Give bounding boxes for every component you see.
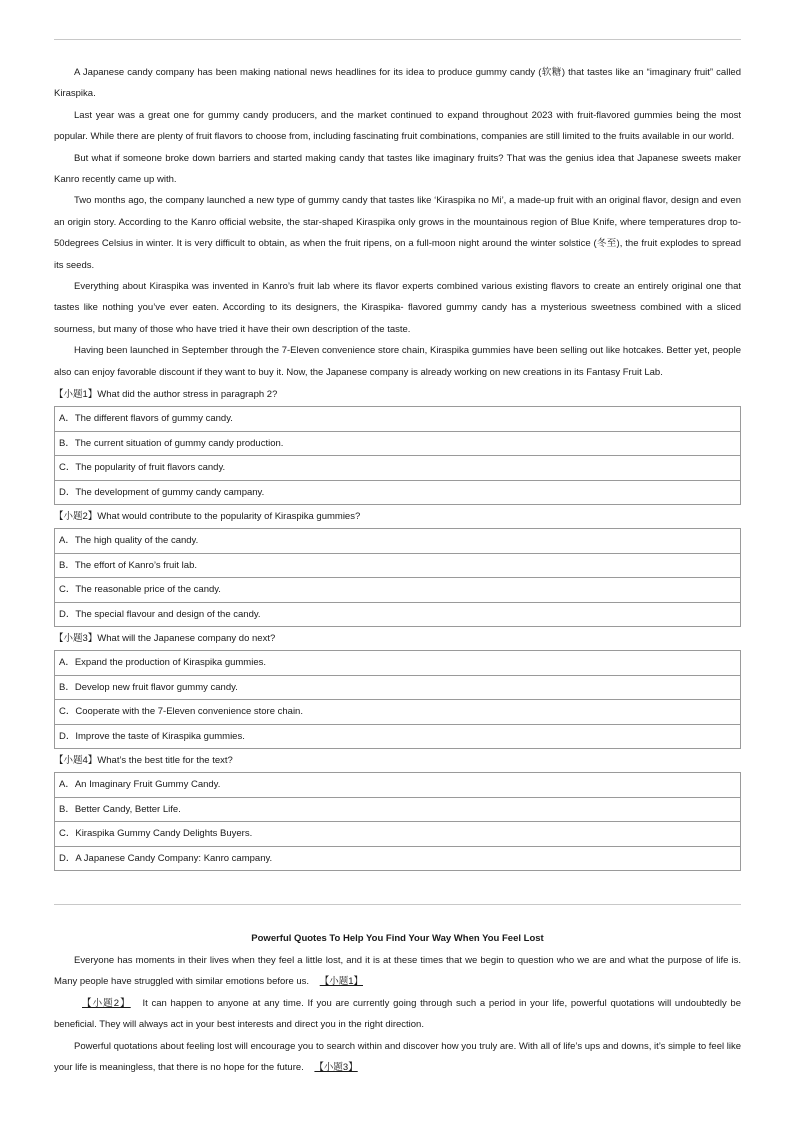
- blank-2[interactable]: 【小题2】: [82, 997, 131, 1009]
- passage-2: [54, 928, 741, 1078]
- paragraph-4: Two months ago, the company launched a new type of gummy candy that tastes like ‘Kiraspika no Mi’, a made-up fruit with an original flavor, design and even an origin story. According to the Kanro official website, the star-shaped Kiraspika only grows in the mountainous region of Blue Knife, where temperatures drop to-50degrees Celsius in winter. It is very difficult to obtain, as when the fruit ripens, on a full-moon night around the winter solstice (冬至), the fruit explodes to spread its seeds.: [54, 195, 741, 271]
- paragraph-3: But what if someone broke down barriers and started making candy that tastes like imaginary fruits? That was the genius idea that Japanese sweets maker Kanro recently came up with.: [54, 152, 741, 186]
- question-2-options: [54, 528, 741, 627]
- blank-1[interactable]: 【小题1】: [319, 976, 363, 988]
- paragraph-text: Everyone has moments in their lives when they feel a little lost, and it is at these times that we begin to question who we are and what the purpose of life is. Many people have struggled with similar emotions before us.: [54, 955, 741, 988]
- option-4a[interactable]: A．An Imaginary Fruit Gummy Candy.: [55, 773, 740, 798]
- section-divider: [54, 904, 741, 905]
- question-4-options: [54, 772, 741, 871]
- paragraph-2: Last year was a great one for gummy candy producers, and the market continued to expand throughout 2023 with fruit-flavored gummies being the most popular. While there are plenty of fruit flavors to choose from, including fascinating fruit combinations, companies are still limited to the fruits available in our world.: [54, 109, 741, 143]
- passage-2-paragraph-1: [54, 950, 741, 993]
- option-4d[interactable]: D．A Japanese Candy Company: Kanro campany.: [59, 852, 273, 864]
- option-4b[interactable]: B．Better Candy, Better Life.: [55, 798, 740, 823]
- question-2-stem: 【小题2】What would contribute to the popularity of Kiraspika gummies?: [54, 511, 361, 523]
- option-1b[interactable]: B．The current situation of gummy candy production.: [55, 432, 740, 457]
- passage-2-paragraph-3: [54, 1036, 741, 1079]
- option-2c[interactable]: C．The reasonable price of the candy.: [55, 578, 740, 603]
- option-3d[interactable]: D．Improve the taste of Kiraspika gummies.: [59, 730, 245, 742]
- question-1-options: [54, 406, 741, 505]
- option-3c[interactable]: C．Cooperate with the 7-Eleven convenience store chain.: [55, 700, 740, 725]
- blank-3[interactable]: 【小题3】: [314, 1062, 358, 1074]
- paragraph-1: A Japanese candy company has been making national news headlines for its idea to produce gummy candy (软糖) that tastes like an “imaginary fruit” called Kiraspika.: [54, 67, 741, 100]
- paragraph-text: It can happen to anyone at any time. If you are currently going through such a period in your life, powerful quotations will undoubtedly be beneficial. They will always act in your best interests and direct you in the right direction.: [54, 997, 741, 1031]
- top-divider: [54, 39, 741, 40]
- passage-2-paragraph-2: [54, 993, 741, 1036]
- option-2a[interactable]: A．The high quality of the candy.: [55, 529, 740, 554]
- question-4-stem: 【小题4】What’s the best title for the text?: [54, 755, 233, 767]
- option-3b[interactable]: B．Develop new fruit flavor gummy candy.: [55, 676, 740, 701]
- option-1a[interactable]: A．The different flavors of gummy candy.: [55, 407, 740, 432]
- paragraph-text: Powerful quotations about feeling lost will encourage you to search within and discover how you truly are. With all of life’s ups and downs, it’s simple to feel like your life is meaningless, that there is no hope for the future.: [54, 1040, 741, 1074]
- passage-1: [54, 62, 741, 871]
- option-2b[interactable]: B．The effort of Kanro’s fruit lab.: [55, 554, 740, 579]
- paragraph-5: Everything about Kiraspika was invented in Kanro’s fruit lab where its flavor experts combined various existing flavors to create an entirely original one that tastes like nothing you’ve ever eaten. According to its designers, the Kiraspika- flavored gummy candy has a mysterious sweetness combined with a sliced sourness, but many of those who have tried it have their own description of the taste.: [54, 281, 741, 335]
- question-3-options: [54, 650, 741, 749]
- option-1c[interactable]: C．The popularity of fruit flavors candy.: [55, 456, 740, 481]
- option-1d[interactable]: D．The development of gummy candy campany.: [59, 486, 265, 498]
- option-3a[interactable]: A．Expand the production of Kiraspika gummies.: [55, 651, 740, 676]
- option-2d[interactable]: D．The special flavour and design of the candy.: [59, 608, 261, 620]
- paragraph-6: Having been launched in September through the 7-Eleven convenience store chain, Kiraspika gummies have been selling out like hotcakes. Better yet, people also can enjoy favorable discount if they want to buy it. Now, the Japanese company is already working on new creations in its Fantasy Fruit Lab.: [54, 345, 741, 378]
- option-4c[interactable]: C．Kiraspika Gummy Candy Delights Buyers.: [55, 822, 740, 847]
- passage-2-title: Powerful Quotes To Help You Find Your Way When You Feel Lost: [251, 933, 544, 944]
- question-3-stem: 【小题3】What will the Japanese company do next?: [54, 633, 276, 645]
- question-1-stem: 【小题1】What did the author stress in paragraph 2?: [54, 389, 278, 401]
